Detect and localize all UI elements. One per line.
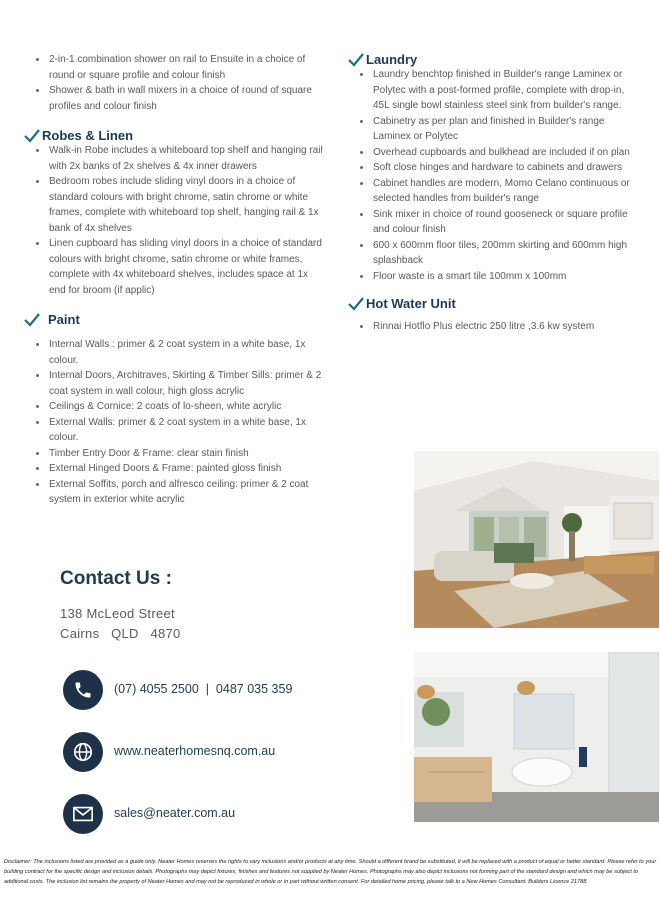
list-item: Overhead cupboards and bulkhead are included if on plan bbox=[348, 145, 638, 161]
ensuite-list bbox=[24, 52, 324, 114]
right-column bbox=[348, 52, 638, 335]
laundry-heading bbox=[348, 52, 638, 67]
list-item: Cabinetry as per plan and finished in Builder's range Laminex or Polytec bbox=[348, 114, 638, 145]
list-item: 600 x 600mm floor tiles, 200mm skirting and 600mm high splashback bbox=[348, 238, 638, 269]
hotwater-title: Hot Water Unit bbox=[366, 296, 456, 311]
list-item: Internal Doors, Architraves, Skirting & Timber Sills: primer & 2 coat system in wall colour, high gloss acrylic bbox=[24, 368, 324, 399]
list-item: Walk-in Robe includes a whiteboard top shelf and hanging rail with 2x banks of 2x shelves & 4x inner drawers bbox=[24, 143, 324, 174]
list-item: Linen cupboard has sliding vinyl doors in a choice of standard colours with bright chrome, satin chrome or white frames, complete with 4x whiteboard shelves, includes space at 1x end for broom (if applic) bbox=[24, 236, 324, 298]
list-item: External Soffits, porch and alfresco ceiling: primer & 2 coat system in exterior white acrylic bbox=[24, 477, 324, 508]
list-item: Rinnai Hotflo Plus electric 250 litre ,3.6 kw system bbox=[348, 319, 638, 335]
hotwater-heading bbox=[348, 296, 638, 311]
robes-list bbox=[24, 143, 324, 298]
robes-title: Robes & Linen bbox=[42, 128, 134, 143]
email-link[interactable]: sales@neater.com.au bbox=[114, 806, 236, 820]
check-icon bbox=[348, 53, 364, 67]
disclaimer: Disclaimer: The inclusions listed are provided as a guide only. Neater Homes reserves the rights to vary inclusions and/or products at any time. Should a different brand be substituted, it will be replaced with a product of equal or better standard. Please refer to your building contract for the specific design and inclusion details. Photographs may depict fixtures, finishes and features not supplied by Neater Homes. Photographs may also depict inclusions not forming part of the standard design and which may be subject to additional costs. The inclusion list remains the property of Neater Homes and may not be reproduced in whole or in part without written consent. For detailed home pricing, please talk to a New Homes Consultant. Builders Licence 21788. bbox=[4, 859, 657, 885]
phone-icon bbox=[63, 670, 103, 710]
robes-heading bbox=[24, 128, 324, 143]
paint-title: Paint bbox=[48, 312, 80, 327]
list-item: Shower & bath in wall mixers in a choice of round of square profiles and colour finish bbox=[24, 83, 324, 114]
list-item: External Hinged Doors & Frame: painted gloss finish bbox=[24, 461, 324, 477]
list-item: Floor waste is a smart tile 100mm x 100mm bbox=[348, 269, 638, 285]
list-item: 2-in-1 combination shower on rail to Ensuite in a choice of round or square profile and colour finish bbox=[24, 52, 324, 83]
living-room-photo bbox=[414, 451, 659, 628]
list-item: Cabinet handles are modern, Momo Celano continuous or selected handles from builder's range bbox=[348, 176, 638, 207]
list-item: Internal Walls : primer & 2 coat system in a white base, 1x colour. bbox=[24, 337, 324, 368]
list-item: Laundry benchtop finished in Builder's range Laminex or Polytec with a post-formed profile, complete with drop-in, 45L single bowl stainless steel sink from builder's range. bbox=[348, 67, 638, 114]
check-icon bbox=[24, 129, 40, 143]
list-item: External Walls: primer & 2 coat system in a white base, 1x colour. bbox=[24, 415, 324, 446]
address-city: Cairns QLD 4870 bbox=[60, 626, 181, 641]
left-column bbox=[24, 52, 324, 508]
laundry-title: Laundry bbox=[366, 52, 418, 67]
phone-numbers[interactable]: (07) 4055 2500 | 0487 035 359 bbox=[114, 682, 293, 696]
list-item: Ceilings & Cornice: 2 coats of lo-sheen, white acrylic bbox=[24, 399, 324, 415]
list-item: Timber Entry Door & Frame: clear stain finish bbox=[24, 446, 324, 462]
hotwater-list bbox=[348, 319, 638, 335]
bathroom-photo bbox=[414, 652, 659, 822]
contact-title: Contact Us : bbox=[60, 568, 172, 589]
globe-icon bbox=[63, 732, 103, 772]
laundry-list bbox=[348, 67, 638, 284]
paint-list bbox=[24, 337, 324, 508]
list-item: Soft close hinges and hardware to cabinets and drawers bbox=[348, 160, 638, 176]
envelope-icon bbox=[63, 794, 103, 834]
address-street: 138 McLeod Street bbox=[60, 606, 175, 621]
list-item: Bedroom robes include sliding vinyl doors in a choice of standard colours with bright chrome, satin chrome or white frames, complete with whiteboard top shelf, hanging rail & 1x bank of 4x shelves bbox=[24, 174, 324, 236]
check-icon bbox=[24, 313, 40, 327]
list-item: Sink mixer in choice of round gooseneck or square profile and colour finish bbox=[348, 207, 638, 238]
paint-heading bbox=[24, 312, 324, 327]
website-link[interactable]: www.neaterhomesnq.com.au bbox=[114, 744, 276, 758]
check-icon bbox=[348, 297, 364, 311]
